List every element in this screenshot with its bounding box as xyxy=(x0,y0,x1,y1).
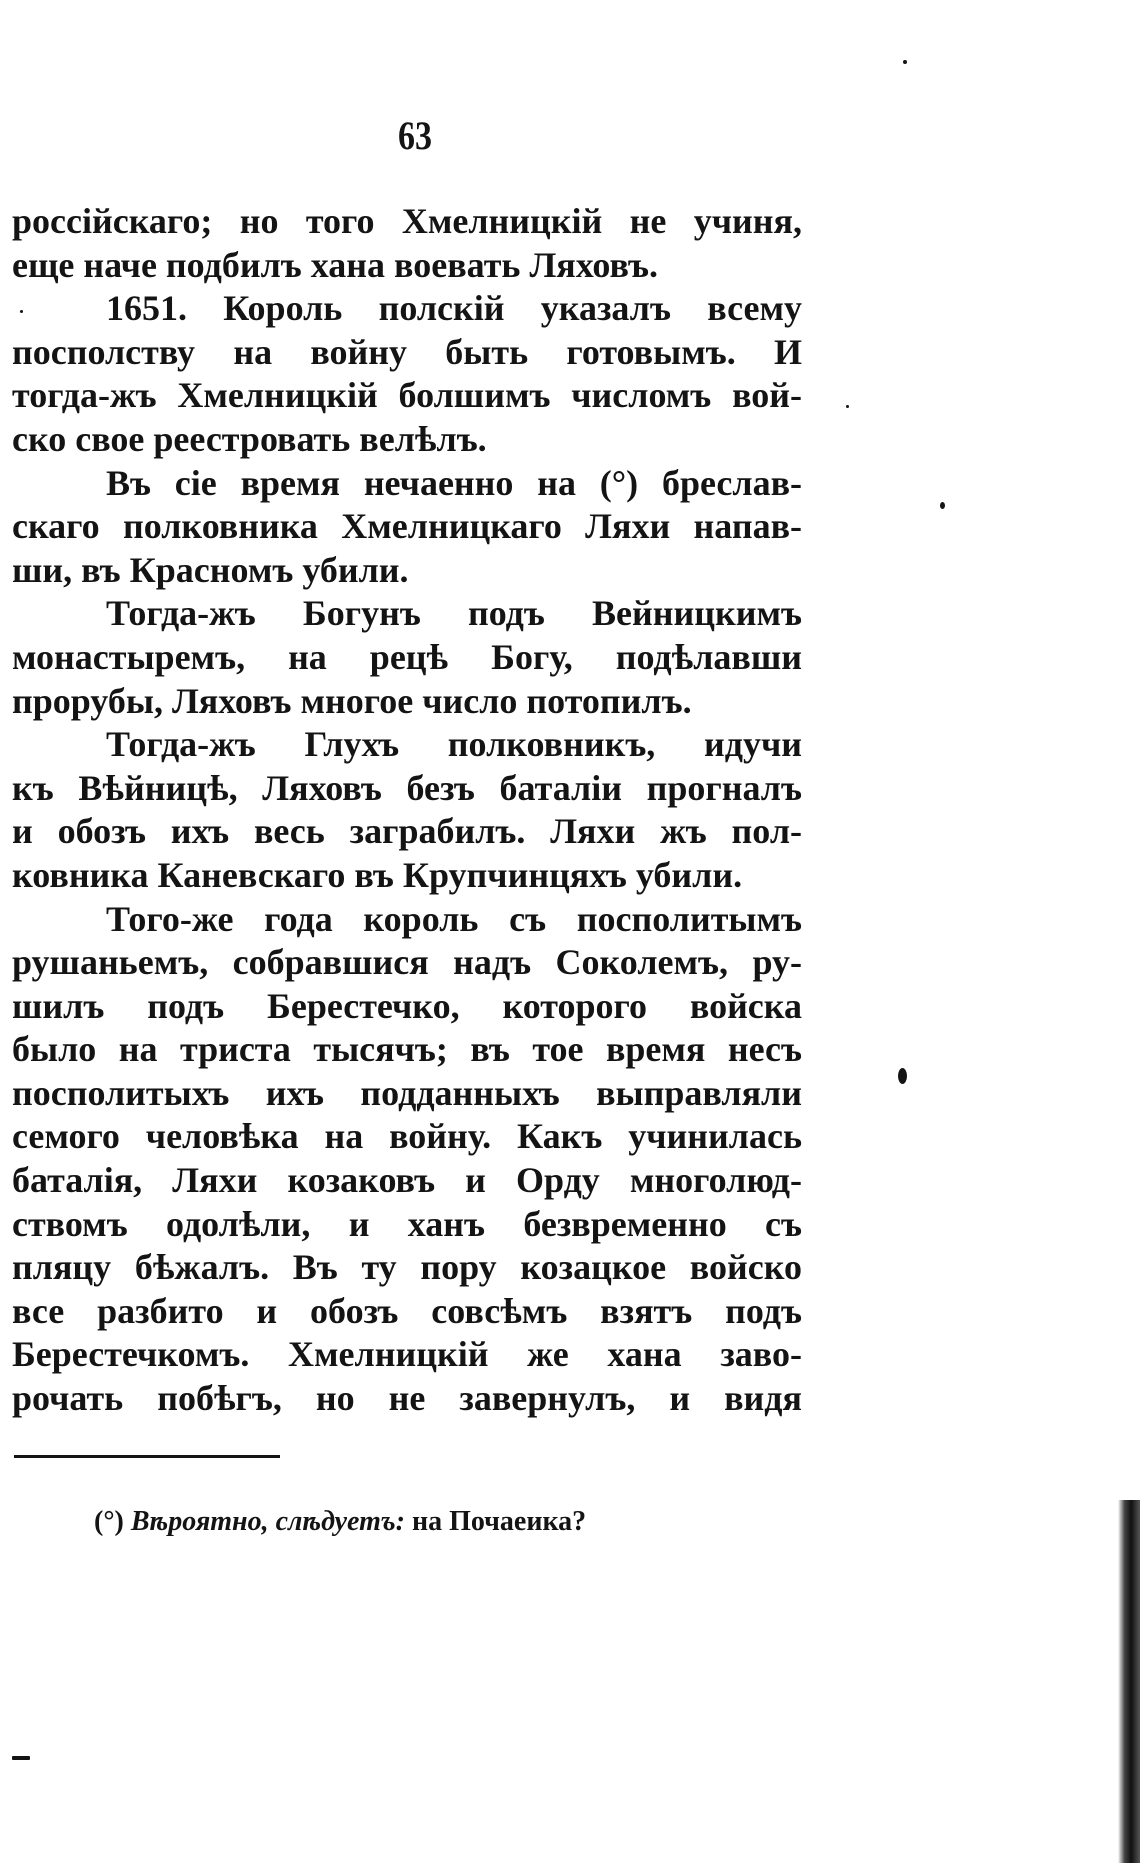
page-binding-edge xyxy=(1118,1500,1140,1863)
text-line: ско свое реестровать велѣлъ. xyxy=(12,418,487,459)
print-speck xyxy=(898,1068,907,1084)
text-line: баталія, Ляхи козаковъ и Орду многолюд- xyxy=(12,1160,802,1201)
text-line: посполству на войну быть готовымъ. И xyxy=(12,331,802,372)
text-line: тогда-жъ Хмелницкій болшимъ числомъ вой- xyxy=(12,375,802,416)
text-line: рочать побѣгъ, но не завернулъ, и видя xyxy=(12,1378,802,1419)
text-line: пляцу бѣжалъ. Въ ту пору козацкое войско xyxy=(12,1247,802,1288)
text-line: семого человѣка на войну. Какъ учинилась xyxy=(12,1116,802,1157)
print-speck xyxy=(12,1756,30,1760)
body-text xyxy=(12,200,802,1421)
footnote-divider xyxy=(14,1455,280,1458)
text-line: все разбито и обозъ совсѣмъ взятъ подъ xyxy=(12,1290,802,1331)
text-line: Тогда-жъ Глухъ полковникъ, идучи xyxy=(106,724,802,765)
footnote-italic-text: Вѣроятно, слѣдуетъ: xyxy=(130,1506,405,1537)
footnote-marker: (°) xyxy=(94,1506,124,1537)
text-line: къ Вѣйницѣ, Ляховъ безъ баталіи прогналъ xyxy=(12,767,802,808)
print-speck xyxy=(20,310,23,313)
text-line: рушаньемъ, собравшися надъ Соколемъ, ру- xyxy=(12,942,802,983)
text-line: и обозъ ихъ весь заграбилъ. Ляхи жъ пол- xyxy=(12,811,802,852)
text-line: ствомъ одолѣли, и ханъ безвременно съ xyxy=(12,1203,802,1244)
text-line: прорубы, Ляховъ многое число потопилъ. xyxy=(12,680,692,721)
text-line: еще наче подбилъ хана воевать Ляховъ. xyxy=(12,244,659,285)
print-speck xyxy=(846,405,849,408)
text-line: ши, въ Красномъ убили. xyxy=(12,549,409,590)
print-speck xyxy=(940,502,945,509)
text-line: Того-же года король съ посполитымъ xyxy=(106,898,802,939)
text-line: Въ сіе время нечаенно на (°) бреслав- xyxy=(106,462,802,503)
text-line: 1651. Король полскій указалъ всему xyxy=(106,288,802,329)
print-speck xyxy=(903,60,907,64)
text-line: Берестечкомъ. Хмелницкій же хана заво- xyxy=(12,1334,802,1375)
text-line: было на триста тысячъ; въ тое время несъ xyxy=(12,1029,802,1070)
text-line: ковника Каневскаго въ Крупчинцяхъ убили. xyxy=(12,854,743,895)
text-line: Тогда-жъ Богунъ подъ Вейницкимъ xyxy=(106,593,802,634)
footnote-text: на Почаеика? xyxy=(411,1506,587,1537)
text-line: посполитыхъ ихъ подданныхъ выправляли xyxy=(12,1072,802,1113)
footnote xyxy=(94,1506,586,1538)
text-line: шилъ подъ Берестечко, которого войска xyxy=(12,985,802,1026)
text-line: скаго полковника Хмелницкаго Ляхи напав- xyxy=(12,506,802,547)
page-number: 63 xyxy=(398,113,432,158)
text-line: россійскаго; но того Хмелницкій не учиня, xyxy=(12,201,802,241)
text-line: монастыремъ, на рецѣ Богу, подѣлавши xyxy=(12,636,802,677)
